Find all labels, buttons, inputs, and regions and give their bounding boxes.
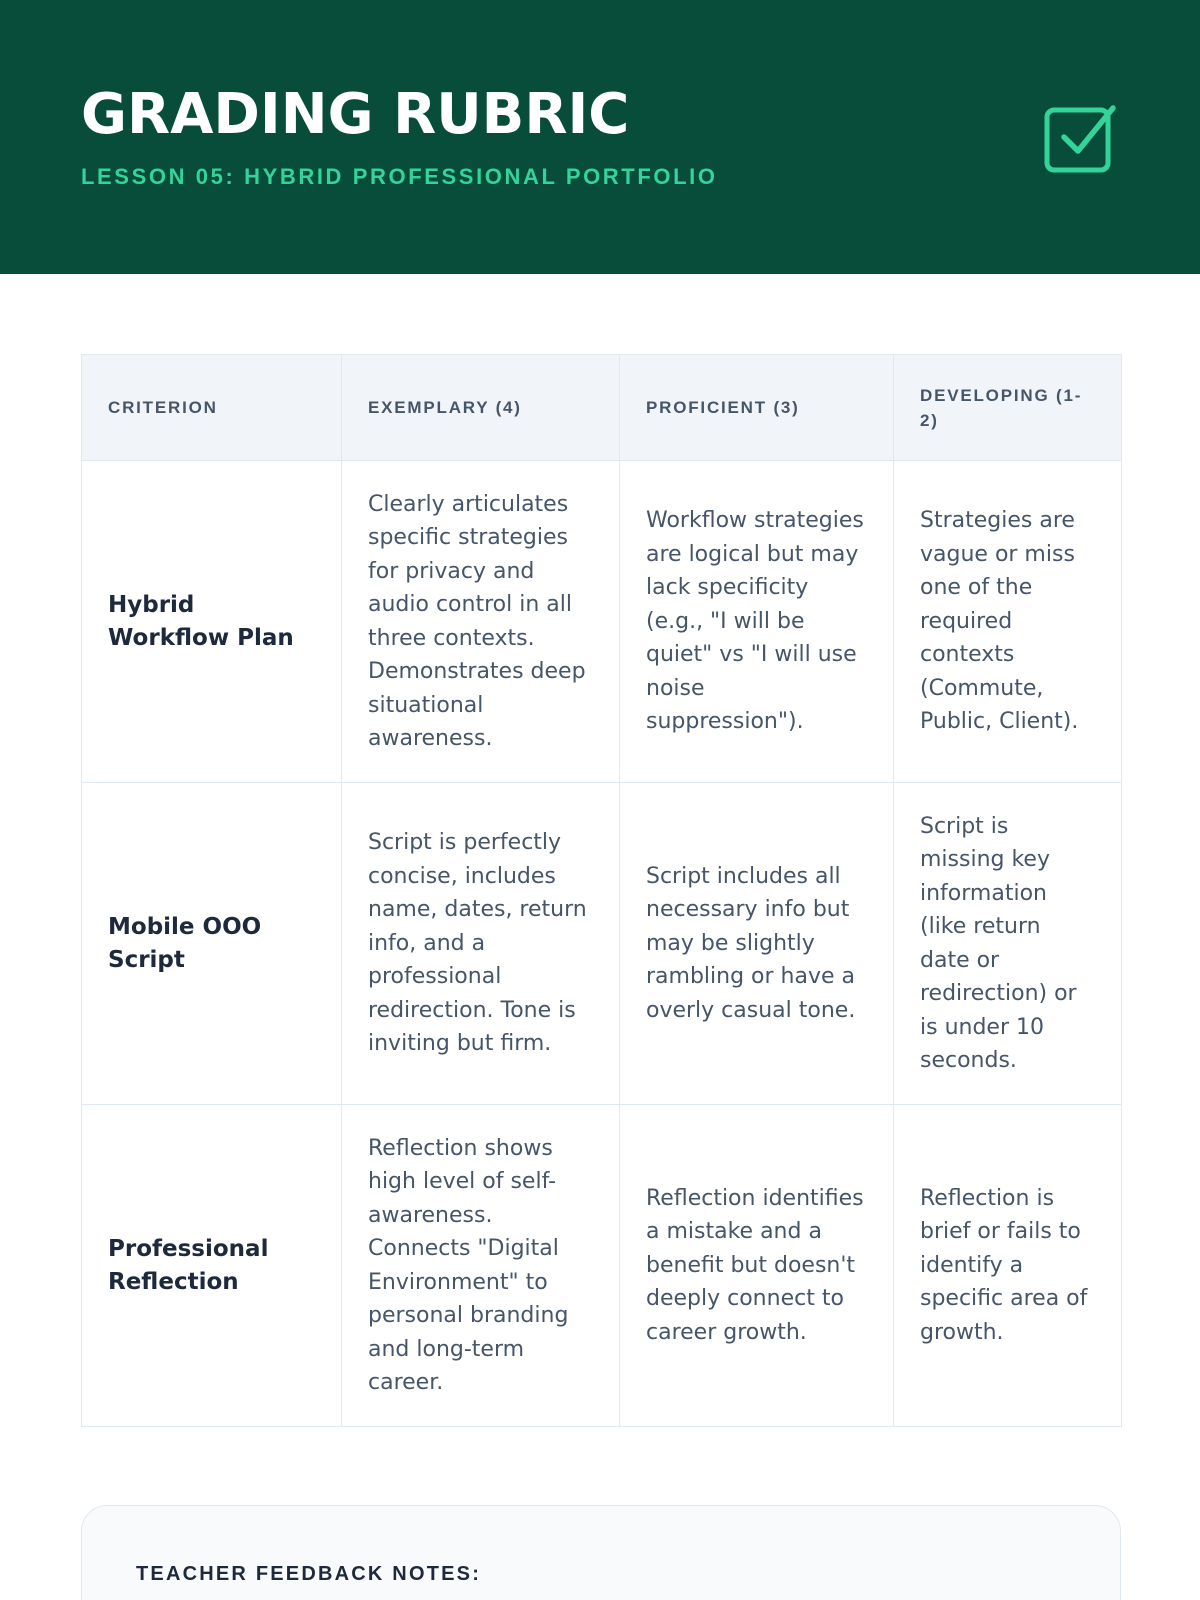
page-title: GRADING RUBRIC bbox=[81, 82, 630, 147]
exemplary-cell: Script is perfectly concise, includes name, dates, return info, and a professional redirection. Tone is inviting but firm. bbox=[342, 783, 620, 1105]
table-header-row bbox=[82, 355, 1122, 461]
table-row bbox=[82, 1105, 1122, 1427]
table-row bbox=[82, 783, 1122, 1105]
column-header-developing: DEVELOPING (1-2) bbox=[894, 355, 1122, 461]
rubric-table bbox=[81, 354, 1122, 1427]
table-row bbox=[82, 461, 1122, 783]
exemplary-cell: Reflection shows high level of self-awareness. Connects "Digital Environment" to personal branding and long-term career. bbox=[342, 1105, 620, 1427]
exemplary-cell: Clearly articulates specific strategies for privacy and audio control in all three contexts. Demonstrates deep situational awareness. bbox=[342, 461, 620, 783]
proficient-cell: Reflection identifies a mistake and a benefit but doesn't deeply connect to career growth. bbox=[620, 1105, 894, 1427]
developing-cell: Script is missing key information (like return date or redirection) or is under 10 seconds. bbox=[894, 783, 1122, 1105]
lesson-subtitle: LESSON 05: HYBRID PROFESSIONAL PORTFOLIO bbox=[81, 164, 718, 189]
developing-cell: Reflection is brief or fails to identify a specific area of growth. bbox=[894, 1105, 1122, 1427]
developing-cell: Strategies are vague or miss one of the required contexts (Commute, Public, Client). bbox=[894, 461, 1122, 783]
proficient-cell: Script includes all necessary info but may be slightly rambling or have a overly casual tone. bbox=[620, 783, 894, 1105]
checkbox-checked-icon bbox=[1042, 100, 1118, 176]
column-header-exemplary: EXEMPLARY (4) bbox=[342, 355, 620, 461]
criterion-cell: Hybrid Workflow Plan bbox=[82, 461, 342, 783]
proficient-cell: Workflow strategies are logical but may lack specificity (e.g., "I will be quiet" vs "I will use noise suppression"). bbox=[620, 461, 894, 783]
criterion-cell: Mobile OOO Script bbox=[82, 783, 342, 1105]
column-header-criterion: CRITERION bbox=[82, 355, 342, 461]
feedback-label: TEACHER FEEDBACK NOTES: bbox=[136, 1563, 482, 1585]
teacher-feedback-box bbox=[81, 1505, 1121, 1600]
criterion-cell: Professional Reflection bbox=[82, 1105, 342, 1427]
column-header-proficient: PROFICIENT (3) bbox=[620, 355, 894, 461]
page-header bbox=[0, 0, 1200, 274]
